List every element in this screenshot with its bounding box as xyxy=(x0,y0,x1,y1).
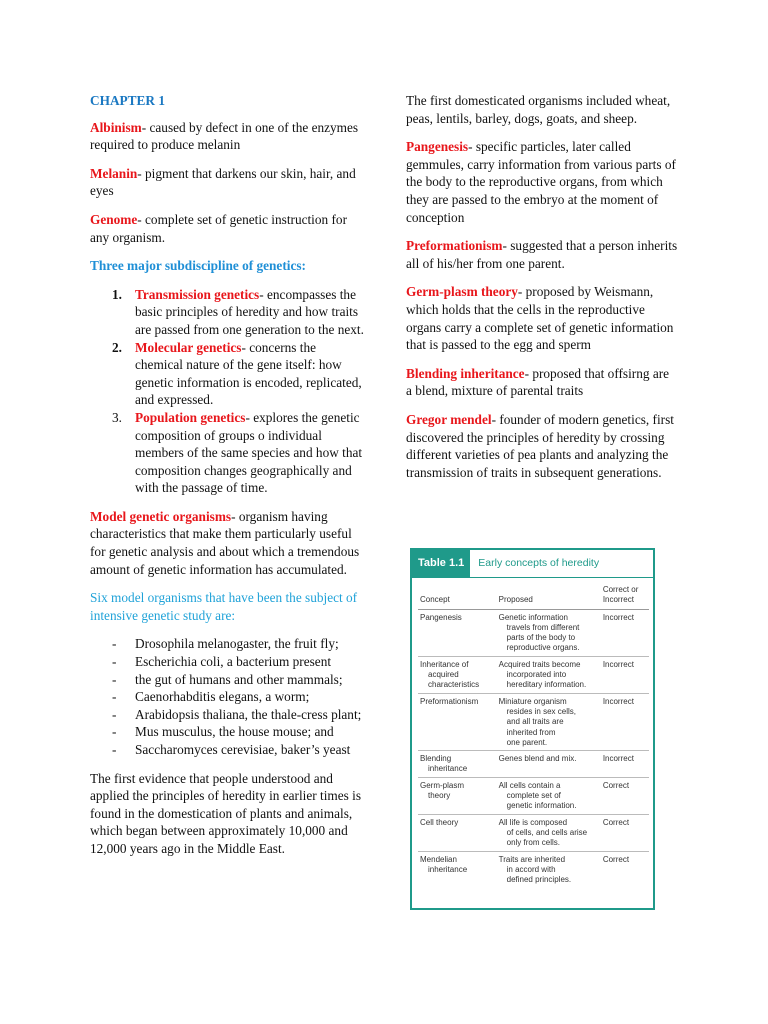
cell-result xyxy=(603,818,649,849)
cell-line: reproductive organs. xyxy=(506,643,580,653)
organism-text: Saccharomyces cerevisiae, baker’s yeast xyxy=(135,742,351,757)
cell-result xyxy=(603,754,649,775)
left-column xyxy=(90,92,366,869)
subdisciplines-list xyxy=(90,286,366,497)
list-number: 2. xyxy=(112,339,122,355)
cell-line: Traits are inherited xyxy=(498,854,566,864)
transmission-genetics-term: Transmission genetics xyxy=(135,286,260,302)
list-item xyxy=(90,286,366,339)
preformationism-def: - suggested that a person inherits all of his/her from one parent. xyxy=(406,238,678,271)
melanin-entry xyxy=(90,165,366,200)
model-organisms-entry xyxy=(90,508,366,578)
cell-line: complete set of xyxy=(506,791,561,801)
germplasm-term: Germ-plasm theory xyxy=(406,284,518,300)
cell-line: Germ-plasm xyxy=(420,780,465,790)
genome-def: - complete set of genetic instruction for any organism. xyxy=(90,211,348,245)
organisms-list xyxy=(90,635,366,758)
cell-line: Miniature organism xyxy=(498,696,567,706)
albinism-entry xyxy=(90,119,366,154)
organism-text: Escherichia coli, a bacterium present xyxy=(135,654,332,670)
chapter-heading: CHAPTER 1 xyxy=(90,93,165,108)
cell-concept xyxy=(418,613,499,654)
cell-line: All life is composed xyxy=(498,817,568,827)
cell-line: Genetic information xyxy=(498,612,568,622)
cell-line: inheritance xyxy=(428,864,468,874)
cell-line: defined principles. xyxy=(506,875,572,885)
column-header-proposed: Proposed xyxy=(498,595,533,605)
domesticated-paragraph: The first domesticated organisms included wheat, peas, lentils, barley, dogs, goats, and sheep. xyxy=(406,93,671,126)
organism-text: the gut of humans and other mammals; xyxy=(135,671,343,687)
cell-line: acquired xyxy=(428,670,459,680)
cell-line: Inheritance of xyxy=(420,659,469,669)
cell-line: Incorrect xyxy=(602,659,634,669)
list-item xyxy=(90,409,366,497)
population-genetics-term: Population genetics xyxy=(135,409,246,425)
cell-line: theory xyxy=(428,791,451,801)
evidence-paragraph: The first evidence that people understood and applied the principles of heredity in earlier times is found in the domestication of plants and animals, which began between approximately 10,000 and 12,000 years ago in the Middle East. xyxy=(90,770,362,856)
cell-line: travels from different xyxy=(506,622,580,632)
cell-line: and all traits are xyxy=(506,717,564,727)
cell-concept xyxy=(418,855,499,886)
cell-line: All cells contain a xyxy=(498,780,561,790)
cell-line: hereditary information. xyxy=(506,680,587,690)
cell-line: genetic information. xyxy=(506,801,577,811)
mendel-term: Gregor mendel xyxy=(406,411,492,427)
table-row xyxy=(418,694,649,751)
molecular-genetics-def: - concerns the chemical nature of the gene itself: how genetic information is encoded, replicated, and expressed. xyxy=(135,339,362,408)
table-title: Early concepts of heredity xyxy=(478,556,600,569)
pangenesis-def: - specific particles, later called gemmules, carry information from various parts of the body to the reproductive organs, from which they are passed to the embryo at the moment of conception xyxy=(406,139,676,225)
germplasm-entry xyxy=(406,283,678,353)
cell-concept xyxy=(418,754,499,775)
column-header-result: Correct or Incorrect xyxy=(602,585,639,605)
cell-line: inherited from xyxy=(506,727,556,737)
pangenesis-entry xyxy=(406,138,678,226)
cell-line: Pangenesis xyxy=(420,612,462,622)
list-item: - Drosophila melanogaster, the fruit fly; xyxy=(112,636,339,652)
cell-concept xyxy=(418,818,499,849)
genome-entry xyxy=(90,211,366,246)
cell-result xyxy=(603,660,649,691)
preformationism-entry xyxy=(406,237,678,272)
list-item: - Arabidopsis thaliana, the thale-cress plant; xyxy=(112,706,362,722)
table-badge: Table 1.1 xyxy=(412,550,470,577)
cell-line: Correct xyxy=(602,780,630,790)
cell-line: Preformationism xyxy=(420,696,479,706)
cell-line: Mendelian xyxy=(420,854,457,864)
heredity-table-figure xyxy=(410,548,655,910)
cell-proposed xyxy=(499,781,603,812)
cell-concept xyxy=(418,697,499,748)
list-item: - Mus musculus, the house mouse; and xyxy=(112,724,334,740)
population-genetics-def: - explores the genetic composition of groups o individual members of the same species and how that composition changes geographically and with the passage of time. xyxy=(135,409,363,496)
blending-term: Blending inheritance xyxy=(406,365,525,381)
preformationism-term: Preformationism xyxy=(406,238,503,254)
list-item: - Caenorhabditis elegans, a worm; xyxy=(112,689,310,705)
cell-proposed xyxy=(499,855,603,886)
cell-result xyxy=(603,855,649,886)
six-organisms-heading: Six model organisms that have been the subject of intensive genetic study are: xyxy=(90,590,358,623)
table-header-bar xyxy=(412,550,653,578)
cell-result xyxy=(603,697,649,748)
list-item xyxy=(90,339,366,409)
cell-line: inheritance xyxy=(428,764,468,774)
cell-line: characteristics xyxy=(428,680,480,690)
list-number: 3. xyxy=(112,409,122,425)
mendel-entry xyxy=(406,411,678,481)
germplasm-def: - proposed by Weismann, which holds that the cells in the reproductive organs carry a complete set of genetic information that is passed to the egg and sperm xyxy=(406,284,674,353)
cell-proposed xyxy=(499,660,603,691)
cell-line: Acquired traits become xyxy=(498,659,581,669)
cell-proposed xyxy=(499,754,603,775)
cell-line: Incorrect xyxy=(602,612,634,622)
cell-line: Incorrect xyxy=(602,754,634,764)
genome-term: Genome xyxy=(90,211,138,227)
right-column xyxy=(406,92,678,492)
table-row xyxy=(418,815,649,852)
organism-text: Drosophila melanogaster, the fruit fly; xyxy=(135,636,339,652)
cell-proposed xyxy=(499,697,603,748)
table-row xyxy=(418,852,649,888)
model-organisms-term: Model genetic organisms xyxy=(90,508,232,524)
albinism-def: - caused by defect in one of the enzymes required to produce melanin xyxy=(90,119,359,153)
cell-line: incorporated into xyxy=(506,670,567,680)
table-rows xyxy=(418,610,649,888)
list-number: 1. xyxy=(112,286,122,302)
table-row xyxy=(418,778,649,815)
table-body xyxy=(412,578,653,887)
cell-result xyxy=(603,613,649,654)
cell-concept xyxy=(418,781,499,812)
list-item: - Escherichia coli, a bacterium present xyxy=(112,654,332,670)
table-row xyxy=(418,610,649,657)
organism-text: Mus musculus, the house mouse; and xyxy=(135,724,334,740)
cell-concept xyxy=(418,660,499,691)
model-organisms-def: - organism having characteristics that make them particularly useful for genetic analysis and about which a tremendous amount of genetic information has accumulated. xyxy=(90,508,360,577)
table-column-headers xyxy=(418,578,649,610)
blending-entry xyxy=(406,365,678,400)
cell-proposed xyxy=(499,613,603,654)
mendel-def: - founder of modern genetics, first discovered the principles of heredity by crossing different varieties of pea plants and analyzing the transmission of traits in subsequent generations. xyxy=(406,411,674,480)
organism-text: Caenorhabditis elegans, a worm; xyxy=(135,689,310,705)
melanin-def: - pigment that darkens our skin, hair, and eyes xyxy=(90,165,356,199)
transmission-genetics-def: - encompasses the basic principles of heredity and how traits are passed from one generation to the next. xyxy=(135,286,364,337)
blending-def: - proposed that offsirng are a blend, mixture of parental traits xyxy=(406,365,670,399)
subdisciplines-heading: Three major subdiscipline of genetics: xyxy=(90,258,306,274)
cell-line: of cells, and cells arise xyxy=(506,827,588,837)
cell-line: Cell theory xyxy=(420,817,459,827)
list-item: - Saccharomyces cerevisiae, baker’s yeast xyxy=(112,742,351,757)
organism-text: Arabidopsis thaliana, the thale-cress plant; xyxy=(135,706,362,722)
cell-line: resides in sex cells, xyxy=(506,706,576,716)
column-header-concept: Concept xyxy=(420,595,450,605)
list-item: - the gut of humans and other mammals; xyxy=(112,671,343,687)
cell-line: Correct xyxy=(602,854,630,864)
cell-result xyxy=(603,781,649,812)
cell-line: Genes blend and mix. xyxy=(498,754,577,764)
cell-line: only from cells. xyxy=(506,838,560,848)
cell-line: in accord with xyxy=(506,864,556,874)
cell-line: one parent. xyxy=(506,737,548,747)
cell-line: parts of the body to xyxy=(506,633,576,643)
albinism-term: Albinism xyxy=(90,119,142,135)
cell-line: Incorrect xyxy=(602,696,634,706)
cell-proposed xyxy=(499,818,603,849)
table-row xyxy=(418,751,649,778)
table-row xyxy=(418,657,649,694)
molecular-genetics-term: Molecular genetics xyxy=(135,339,242,355)
melanin-term: Melanin xyxy=(90,165,138,181)
cell-line: Blending xyxy=(420,754,452,764)
pangenesis-term: Pangenesis xyxy=(406,139,469,155)
cell-line: Correct xyxy=(602,817,630,827)
